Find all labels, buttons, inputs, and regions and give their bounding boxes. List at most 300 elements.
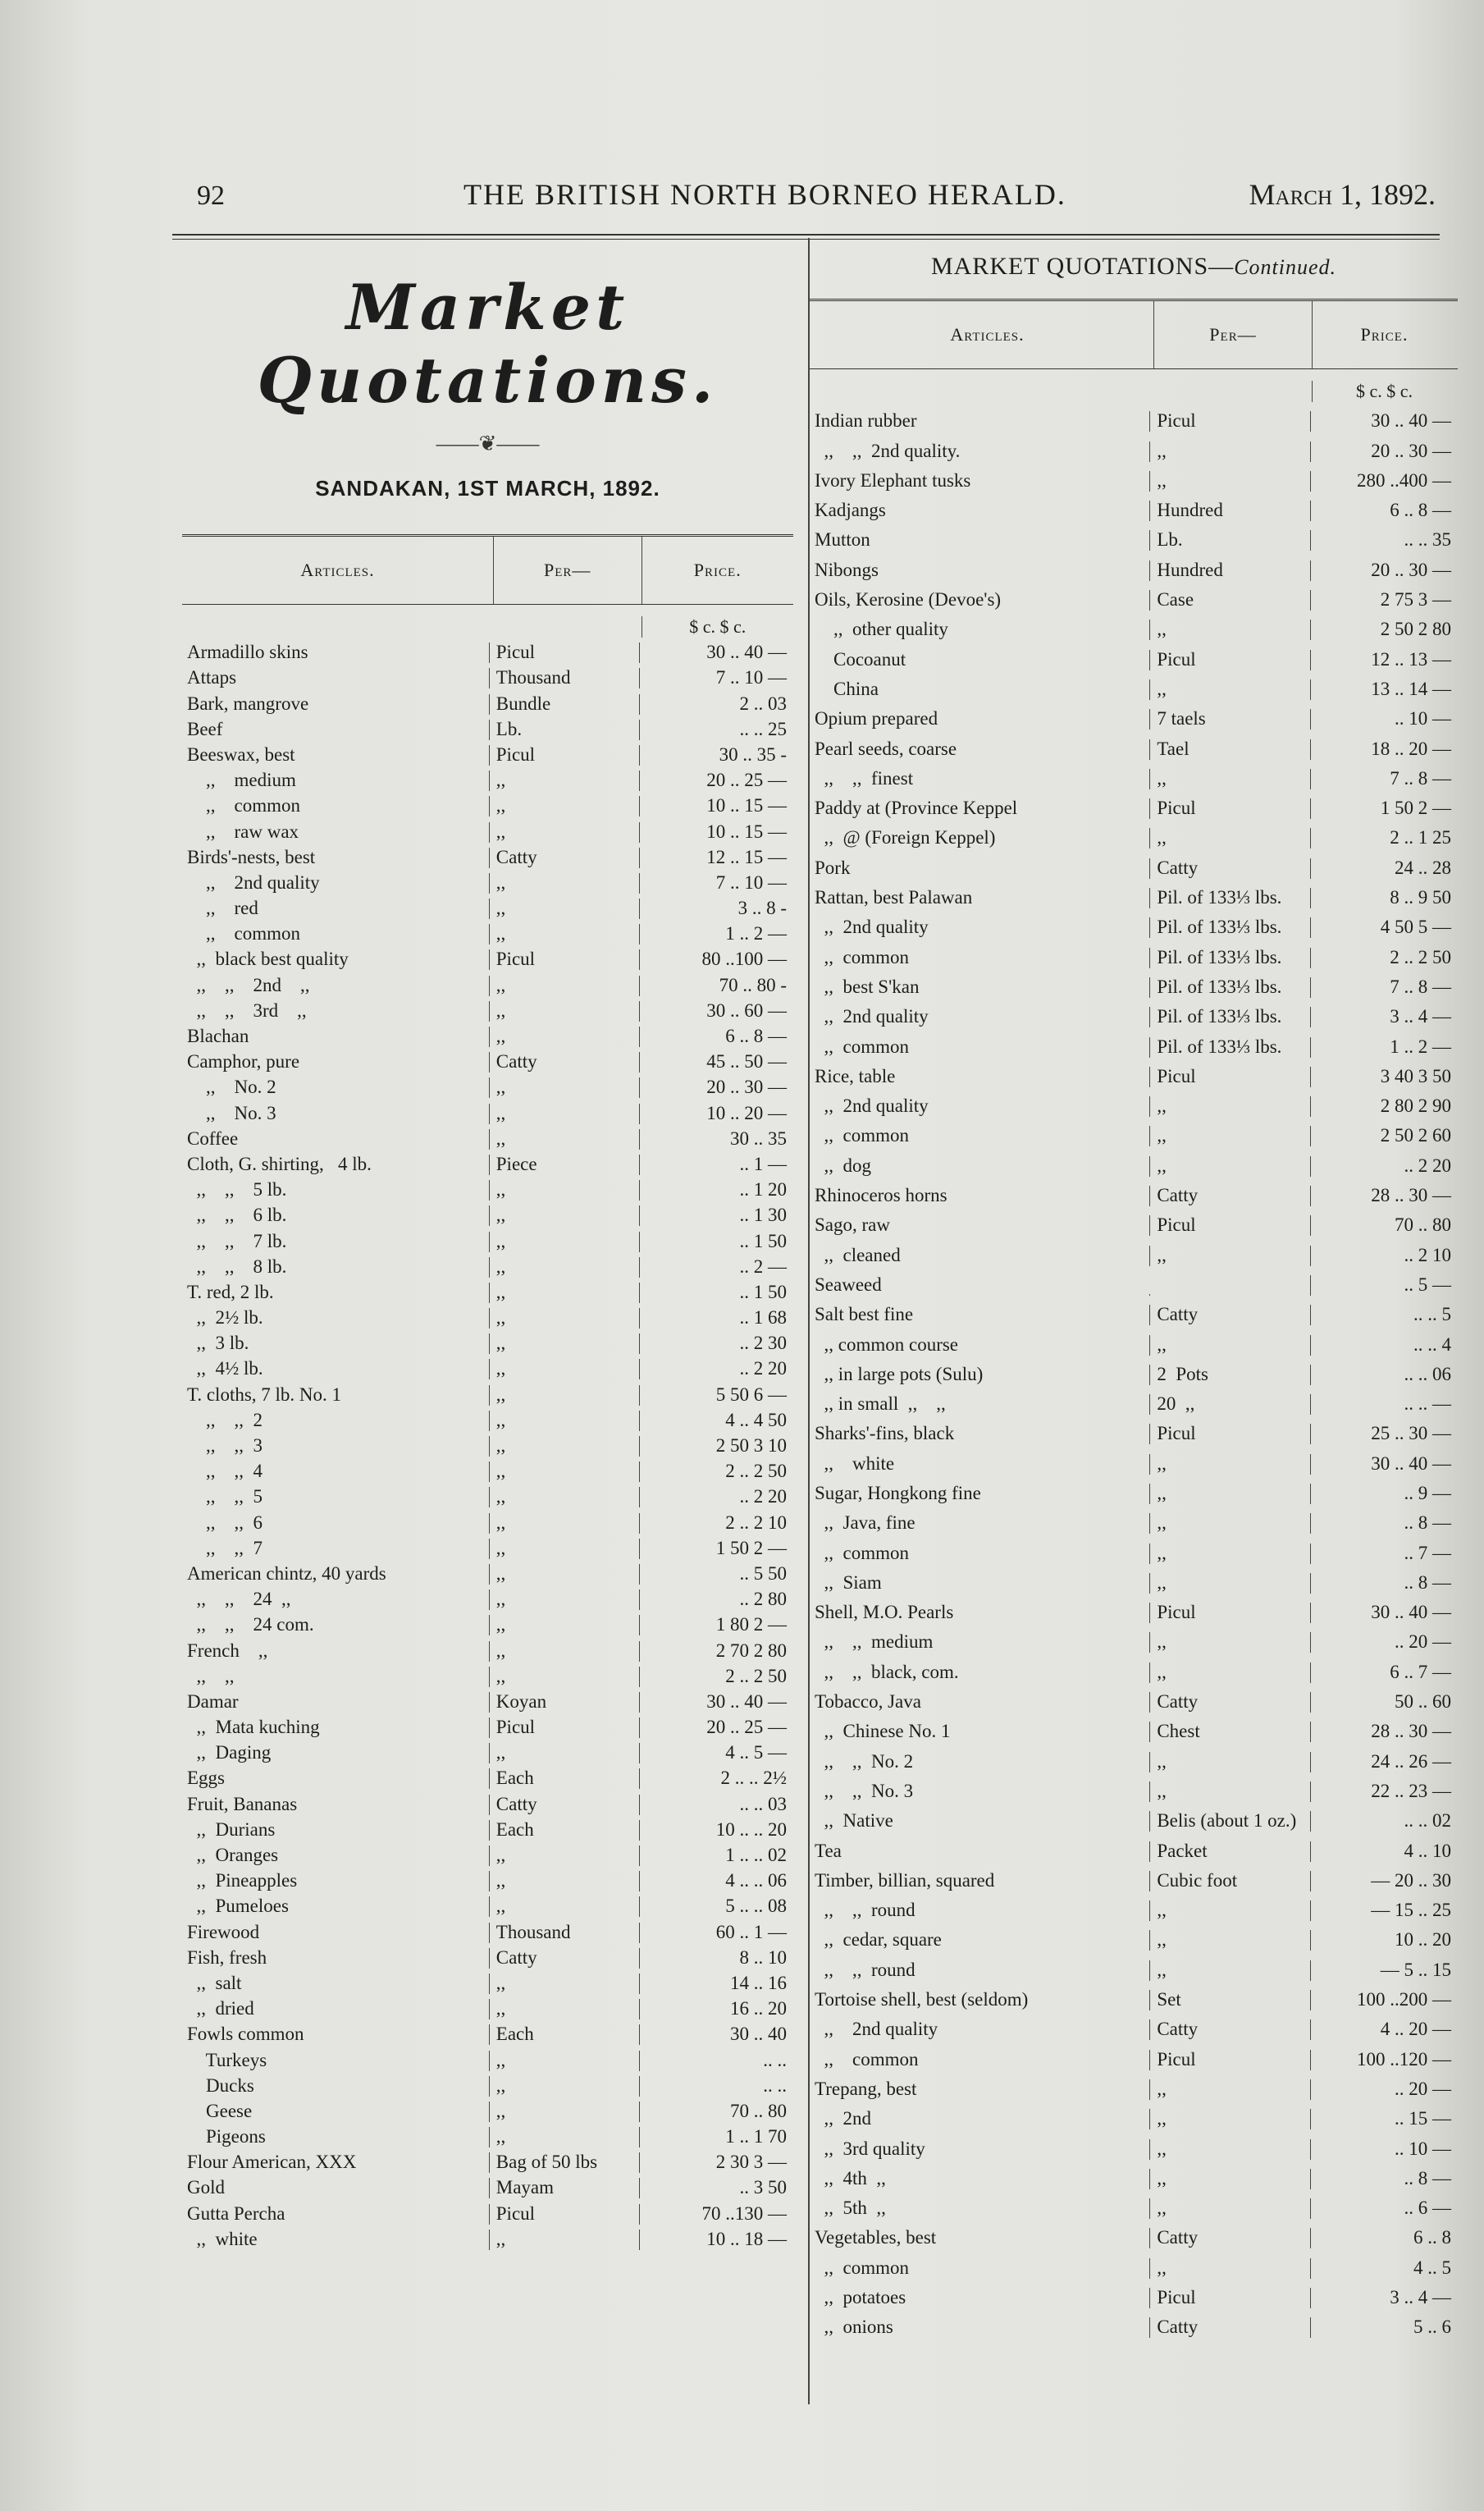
table-row <box>182 2071 793 2097</box>
table-row <box>182 996 793 1022</box>
per-cell: ,, <box>1149 1573 1310 1594</box>
per-cell: ,, <box>489 1333 639 1354</box>
per-cell: ,, <box>489 1667 639 1687</box>
per-cell: ,, <box>1149 1900 1310 1921</box>
per-cell: Koyan <box>489 1692 639 1713</box>
table-row <box>810 908 1458 938</box>
article-cell: ,, ,, 2 <box>187 1410 263 1430</box>
article-cell: ,, ,, 6 lb. <box>187 1205 287 1226</box>
article-cell: Attaps <box>187 668 237 688</box>
table-row <box>810 1266 1458 1296</box>
table-row <box>810 2160 1458 2189</box>
table-row <box>182 1098 793 1123</box>
per-cell: Bundle <box>489 694 639 715</box>
per-cell: ,, <box>489 1461 639 1482</box>
price-cell: 4 50 5 — <box>1310 917 1458 938</box>
per-cell: Thousand <box>489 1923 639 1943</box>
article-cell: T. cloths, 7 lb. No. 1 <box>187 1384 342 1405</box>
article-cell: Fish, fresh <box>187 1947 267 1968</box>
price-cell: 4 .. 5 — <box>639 1743 793 1763</box>
table-row <box>182 1379 793 1405</box>
price-cell: 5 50 6 — <box>639 1385 793 1406</box>
article-cell: ,, cedar, square <box>815 1930 942 1951</box>
price-cell: .. 9 — <box>1310 1484 1458 1504</box>
article-cell: ,, ,, 7 <box>187 1538 263 1558</box>
table-row <box>810 789 1458 819</box>
table-row <box>810 1564 1458 1594</box>
article-cell: ,, ,, 4 <box>187 1461 263 1482</box>
article-cell: ,, No. 2 <box>187 1077 276 1098</box>
table-row <box>810 760 1458 789</box>
article-cell: Blachan <box>187 1027 249 1046</box>
table-row <box>182 663 793 688</box>
price-cell: 3 .. 4 — <box>1310 1007 1458 1027</box>
article-cell: ,, red <box>187 899 258 919</box>
price-cell: 2 .. .. 2½ <box>639 1768 793 1789</box>
article-cell: ,, white <box>815 1453 895 1474</box>
table-row <box>182 843 793 868</box>
price-cell: 70 ..130 — <box>639 2204 793 2225</box>
table-row <box>810 819 1458 848</box>
per-cell: ,, <box>489 1487 639 1507</box>
per-cell: ,, <box>1149 471 1310 492</box>
article-cell: ,, ,, 6 <box>187 1512 263 1533</box>
table-row <box>810 1832 1458 1861</box>
price-cell: .. 3 50 <box>639 2178 793 2198</box>
article-cell: Pigeons <box>187 2127 266 2147</box>
per-cell: ,, <box>489 1077 639 1098</box>
table-row <box>182 1943 793 1969</box>
per-cell: ,, <box>1149 2079 1310 2100</box>
table-row <box>810 1713 1458 1742</box>
per-cell: ,, <box>489 1896 639 1917</box>
table-row <box>810 581 1458 611</box>
per-cell: ,, <box>489 924 639 944</box>
per-cell: ,, <box>1149 1484 1310 1504</box>
table-row <box>810 670 1458 700</box>
table-row <box>810 2100 1458 2129</box>
table-row <box>182 1201 793 1226</box>
price-cell: 6 .. 8 <box>1310 2228 1458 2248</box>
article-cell: Pork <box>815 858 851 878</box>
table-row <box>182 2019 793 2045</box>
price-cell: 2 50 2 80 <box>1310 620 1458 640</box>
price-cell: 20 .. 30 — <box>639 1077 793 1098</box>
price-cell: 4 .. 4 50 <box>639 1411 793 1431</box>
per-cell: Picul <box>489 745 639 766</box>
article-cell: Birds'-nests, best <box>187 847 316 867</box>
article-cell: Gold <box>187 2178 225 2198</box>
per-cell: Each <box>489 2024 639 2045</box>
article-cell: Camphor, pure <box>187 1052 300 1073</box>
per-cell: ,, <box>489 1308 639 1329</box>
section-subtitle: SANDAKAN, 1ST MARCH, 1892. <box>315 476 660 501</box>
price-cell: 2 30 3 — <box>639 2152 793 2173</box>
issue-date: March 1, 1892. <box>1249 178 1436 211</box>
article-cell: Pearl seeds, coarse <box>815 739 957 759</box>
header-per: Per— <box>1153 301 1312 368</box>
per-cell: Catty <box>1149 2317 1310 2338</box>
article-cell: Cocoanut <box>815 649 906 670</box>
per-cell: ,, <box>489 1436 639 1457</box>
price-cell: 7 .. 8 — <box>1310 769 1458 789</box>
table-row <box>182 2045 793 2070</box>
article-cell: Geese <box>187 2101 253 2121</box>
price-cell: 7 .. 10 — <box>639 668 793 688</box>
article-cell: Oils, Kerosine (Devoe's) <box>815 590 1002 611</box>
per-cell: Catty <box>1149 1305 1310 1325</box>
currency-units: $ c. $ c. <box>642 616 794 638</box>
article-cell: Beef <box>187 719 223 739</box>
table-row <box>810 1027 1458 1057</box>
per-cell: ,, <box>489 1615 639 1635</box>
article-cell: Tea <box>815 1841 842 1861</box>
table-row <box>810 1772 1458 1802</box>
article-cell: ,, ,, 5 lb. <box>187 1180 287 1201</box>
table-row <box>182 688 793 714</box>
table-row <box>182 2122 793 2147</box>
table-row <box>810 1087 1458 1117</box>
per-cell: ,, <box>1149 1096 1310 1117</box>
article-cell: ,, 2nd quality <box>815 1007 929 1027</box>
per-cell: Picul <box>489 949 639 970</box>
per-cell: ,, <box>1149 1960 1310 1981</box>
article-cell: ,, dried <box>187 1999 254 2019</box>
article-cell: French ,, <box>187 1640 268 1661</box>
price-cell: 30 .. 60 — <box>639 1001 793 1022</box>
table-row <box>182 1073 793 1098</box>
table-row <box>810 2308 1458 2338</box>
per-cell: ,, <box>489 1232 639 1252</box>
price-cell: .. 5 50 <box>639 1564 793 1585</box>
article-cell: ,, white <box>187 2229 258 2249</box>
page-header <box>180 171 1436 220</box>
article-cell: ,, ,, 8 lb. <box>187 1256 287 1277</box>
per-cell: ,, <box>1149 2139 1310 2160</box>
table-row <box>810 1951 1458 1980</box>
table-row <box>182 1406 793 1431</box>
price-cell: 2 .. 03 <box>639 694 793 715</box>
per-cell: ,, <box>1149 2109 1310 2129</box>
price-cell: .. 1 — <box>639 1155 793 1175</box>
price-cell: .. 2 80 <box>639 1589 793 1610</box>
price-cell: 8 .. 10 <box>639 1948 793 1969</box>
article-cell: Sugar, Hongkong fine <box>815 1483 981 1503</box>
per-cell: 20 ,, <box>1149 1394 1310 1415</box>
price-cell: 20 .. 25 — <box>639 1717 793 1738</box>
article-cell: ,, 2nd <box>815 2109 871 2129</box>
article-cell: Nibongs <box>815 560 879 580</box>
per-cell: ,, <box>489 2230 639 2250</box>
price-cell: 10 .. .. 20 <box>639 1820 793 1841</box>
per-cell: ,, <box>489 1205 639 1226</box>
per-cell: ,, <box>489 796 639 816</box>
article-cell: ,, 2nd quality <box>815 1096 929 1117</box>
per-cell: Picul <box>1149 650 1310 670</box>
price-cell: .. 1 30 <box>639 1205 793 1226</box>
article-cell: Ivory Elephant tusks <box>815 470 971 491</box>
price-cell: 20 .. 30 — <box>1310 560 1458 581</box>
per-cell: ,, <box>1149 1156 1310 1177</box>
table-row <box>182 816 793 842</box>
table-row <box>810 2070 1458 2100</box>
price-cell: 7 .. 8 — <box>1310 977 1458 998</box>
price-cell: 18 .. 20 — <box>1310 739 1458 760</box>
price-cell: .. 2 — <box>639 1257 793 1278</box>
table-row <box>182 1047 793 1073</box>
per-cell: ,, <box>489 2127 639 2147</box>
newspaper-title: THE BRITISH NORTH BORNEO HERALD. <box>463 178 1066 211</box>
price-cell: 3 40 3 50 <box>1310 1067 1458 1087</box>
article-cell: ,, common <box>815 947 909 967</box>
title-flourish: ——❦—— <box>436 432 540 455</box>
price-cell: .. 5 — <box>1310 1275 1458 1296</box>
table-row <box>810 2129 1458 2159</box>
article-cell: ,, cleaned <box>815 1245 901 1265</box>
per-cell: Lb. <box>1149 530 1310 551</box>
table-row <box>182 1738 793 1763</box>
header-articles: Articles. <box>950 324 1025 345</box>
article-cell: ,, 2nd quality <box>815 2019 938 2040</box>
table-row <box>182 970 793 995</box>
price-cell: .. 2 20 <box>639 1359 793 1379</box>
table-row <box>810 1117 1458 1146</box>
article-cell: ,, Mata kuching <box>187 1717 320 1738</box>
per-cell: ,, <box>489 1359 639 1379</box>
article-cell: ,, Siam <box>815 1572 882 1593</box>
left-column <box>182 238 793 2404</box>
table-row <box>810 402 1458 432</box>
article-cell: Kadjangs <box>815 501 886 521</box>
table-row <box>182 1662 793 1687</box>
right-table-body <box>810 402 1458 2338</box>
article-cell: Indian rubber <box>815 411 917 432</box>
article-cell: ,, Pineapples <box>187 1871 298 1891</box>
table-row <box>810 1356 1458 1385</box>
per-cell: ,, <box>489 822 639 843</box>
table-row <box>182 2173 793 2198</box>
article-cell: ,, No. 3 <box>187 1103 276 1123</box>
per-cell: Each <box>489 1820 639 1841</box>
article-cell: ,, onions <box>815 2317 893 2338</box>
article-cell: Beeswax, best <box>187 744 295 765</box>
price-cell: .. .. 03 <box>639 1795 793 1815</box>
table-row <box>810 1891 1458 1921</box>
table-row <box>810 968 1458 998</box>
table-row <box>182 919 793 944</box>
article-cell: Tobacco, Java <box>815 1692 921 1713</box>
per-cell: ,, <box>489 1129 639 1150</box>
article-cell: ,, Chinese No. 1 <box>815 1722 951 1742</box>
article-cell: ,, common <box>815 1036 909 1057</box>
per-cell: Picul <box>1149 1215 1310 1236</box>
per-cell: ,, <box>489 873 639 894</box>
table-row <box>810 1385 1458 1415</box>
article-cell: ,, ,, 2nd ,, <box>187 975 310 995</box>
per-cell: ,, <box>489 1564 639 1585</box>
table-row <box>810 1058 1458 1087</box>
table-row <box>182 1175 793 1201</box>
table-row <box>182 1866 793 1891</box>
price-cell: 2 .. 1 25 <box>1310 828 1458 848</box>
per-cell: ,, <box>489 1846 639 1866</box>
table-row <box>182 1303 793 1329</box>
per-cell: ,, <box>489 1743 639 1763</box>
table-row <box>182 1252 793 1278</box>
article-cell: ,, Daging <box>187 1743 272 1763</box>
table-row <box>810 432 1458 461</box>
per-cell: ,, <box>1149 1513 1310 1534</box>
per-cell: 7 taels <box>1149 709 1310 730</box>
per-cell: ,, <box>1149 1781 1310 1802</box>
table-row <box>182 1994 793 2019</box>
per-cell: ,, <box>489 1411 639 1431</box>
price-cell: 1 .. 2 — <box>639 924 793 944</box>
per-cell: Thousand <box>489 668 639 688</box>
table-row <box>182 1917 793 1942</box>
price-cell: 4 .. .. 06 <box>639 1871 793 1891</box>
price-cell: 1 80 2 — <box>639 1615 793 1635</box>
price-cell: 7 .. 10 — <box>639 873 793 894</box>
per-cell: Catty <box>1149 2019 1310 2040</box>
price-cell: 30 .. 40 — <box>1310 411 1458 432</box>
article-cell: ,, ,, black, com. <box>815 1662 959 1682</box>
price-cell: 2 80 2 90 <box>1310 1096 1458 1117</box>
per-cell: ,, <box>489 1539 639 1559</box>
price-cell: — 20 .. 30 <box>1310 1871 1458 1891</box>
per-cell: Picul <box>1149 1424 1310 1444</box>
per-cell: ,, <box>489 2051 639 2071</box>
article-cell: ,, common <box>187 796 300 816</box>
per-cell: Catty <box>1149 1692 1310 1713</box>
article-cell: ,, ,, 5 <box>187 1487 263 1507</box>
left-table-header <box>182 534 793 605</box>
price-cell: 70 .. 80 - <box>639 976 793 996</box>
price-cell: .. 1 50 <box>639 1283 793 1303</box>
table-row <box>182 1124 793 1150</box>
table-row <box>182 894 793 919</box>
price-cell: .. .. 02 <box>1310 1811 1458 1832</box>
price-cell: 25 .. 30 — <box>1310 1424 1458 1444</box>
table-row <box>810 462 1458 492</box>
price-cell: — 5 .. 15 <box>1310 1960 1458 1981</box>
price-cell: 2 .. 2 50 <box>639 1667 793 1687</box>
article-cell: ,, common <box>815 1543 909 1563</box>
price-cell: .. 8 — <box>1310 1513 1458 1534</box>
price-cell: 30 .. 35 <box>639 1129 793 1150</box>
per-cell: Tael <box>1149 739 1310 760</box>
price-cell: 1 .. 2 — <box>1310 1037 1458 1058</box>
table-row <box>810 1742 1458 1772</box>
price-cell: 70 .. 80 <box>1310 1215 1458 1236</box>
table-row <box>810 938 1458 967</box>
price-cell: — 15 .. 25 <box>1310 1900 1458 1921</box>
table-row <box>182 2147 793 2173</box>
article-cell: ,, potatoes <box>815 2288 906 2307</box>
per-cell: Catty <box>489 848 639 868</box>
price-cell: 30 .. 40 — <box>639 1692 793 1713</box>
header-articles: Articles. <box>300 560 375 580</box>
table-row <box>810 2248 1458 2278</box>
price-cell: .. 10 — <box>1310 709 1458 730</box>
article-cell: Salt best fine <box>815 1305 914 1325</box>
article-cell: Shell, M.O. Pearls <box>815 1603 954 1623</box>
per-cell: Belis (about 1 oz.) <box>1149 1811 1310 1832</box>
article-cell: ,, Pumeloes <box>187 1896 289 1917</box>
continued-label: Continued. <box>1234 255 1337 279</box>
table-row <box>810 1594 1458 1623</box>
table-row <box>182 944 793 970</box>
price-cell: .. .. 5 <box>1310 1305 1458 1325</box>
table-row <box>182 1534 793 1559</box>
article-cell: Turkeys <box>187 2050 267 2070</box>
per-cell: Catty <box>1149 2228 1310 2248</box>
per-cell: ,, <box>489 771 639 791</box>
article-cell: ,, ,, <box>187 1666 235 1686</box>
table-row <box>182 2225 793 2250</box>
table-row <box>810 521 1458 551</box>
table-row <box>810 1475 1458 1504</box>
per-cell: ,, <box>489 1027 639 1047</box>
article-cell: ,, 5th ,, <box>815 2198 886 2219</box>
table-row <box>810 2219 1458 2248</box>
article-cell: ,, common <box>815 2049 919 2070</box>
price-cell: 28 .. 30 — <box>1310 1186 1458 1206</box>
price-cell: 45 .. 50 — <box>639 1052 793 1073</box>
article-cell: Bark, mangrove <box>187 693 309 714</box>
price-cell: 1 50 2 — <box>1310 798 1458 819</box>
table-row <box>182 2097 793 2122</box>
table-row <box>182 1789 793 1814</box>
article-cell: Rice, table <box>815 1066 896 1086</box>
price-cell: 10 .. 15 — <box>639 822 793 843</box>
price-cell: 30 .. 40 — <box>1310 1454 1458 1475</box>
article-cell: ,, ,, medium <box>815 1632 934 1653</box>
price-cell: 14 .. 16 <box>639 1974 793 1994</box>
price-cell: 20 .. 30 — <box>1310 441 1458 462</box>
price-cell: 12 .. 13 — <box>1310 650 1458 670</box>
per-cell: Picul <box>1149 1067 1310 1087</box>
article-cell: T. red, 2 lb. <box>187 1282 274 1302</box>
table-row <box>182 1022 793 1047</box>
per-cell: ,, <box>1149 441 1310 462</box>
per-cell: Picul <box>489 643 639 663</box>
table-row <box>810 551 1458 580</box>
table-row <box>810 1623 1458 1653</box>
article-cell: ,, common <box>815 2257 909 2278</box>
price-cell: .. 1 50 <box>639 1232 793 1252</box>
per-cell: 2 Pots <box>1149 1365 1310 1385</box>
right-table-header <box>810 299 1458 369</box>
per-cell: ,, <box>489 1589 639 1610</box>
article-cell: ,, ,, finest <box>815 768 914 789</box>
continued-title <box>810 253 1458 281</box>
table-row <box>810 998 1458 1027</box>
per-cell: ,, <box>1149 679 1310 700</box>
per-cell: Packet <box>1149 1841 1310 1862</box>
table-row <box>182 1354 793 1379</box>
article-cell: ,, ,, 2nd quality. <box>815 441 961 461</box>
article-cell: Seaweed <box>815 1274 882 1295</box>
table-row <box>810 700 1458 730</box>
per-cell: ,, <box>1149 1454 1310 1475</box>
price-cell: 70 .. 80 <box>639 2102 793 2122</box>
price-cell: 1 50 2 — <box>639 1539 793 1559</box>
per-cell: Catty <box>489 1052 639 1073</box>
price-cell: 30 .. 40 <box>639 2024 793 2045</box>
price-cell: 2 50 3 10 <box>639 1436 793 1457</box>
price-cell: .. 1 68 <box>639 1308 793 1329</box>
